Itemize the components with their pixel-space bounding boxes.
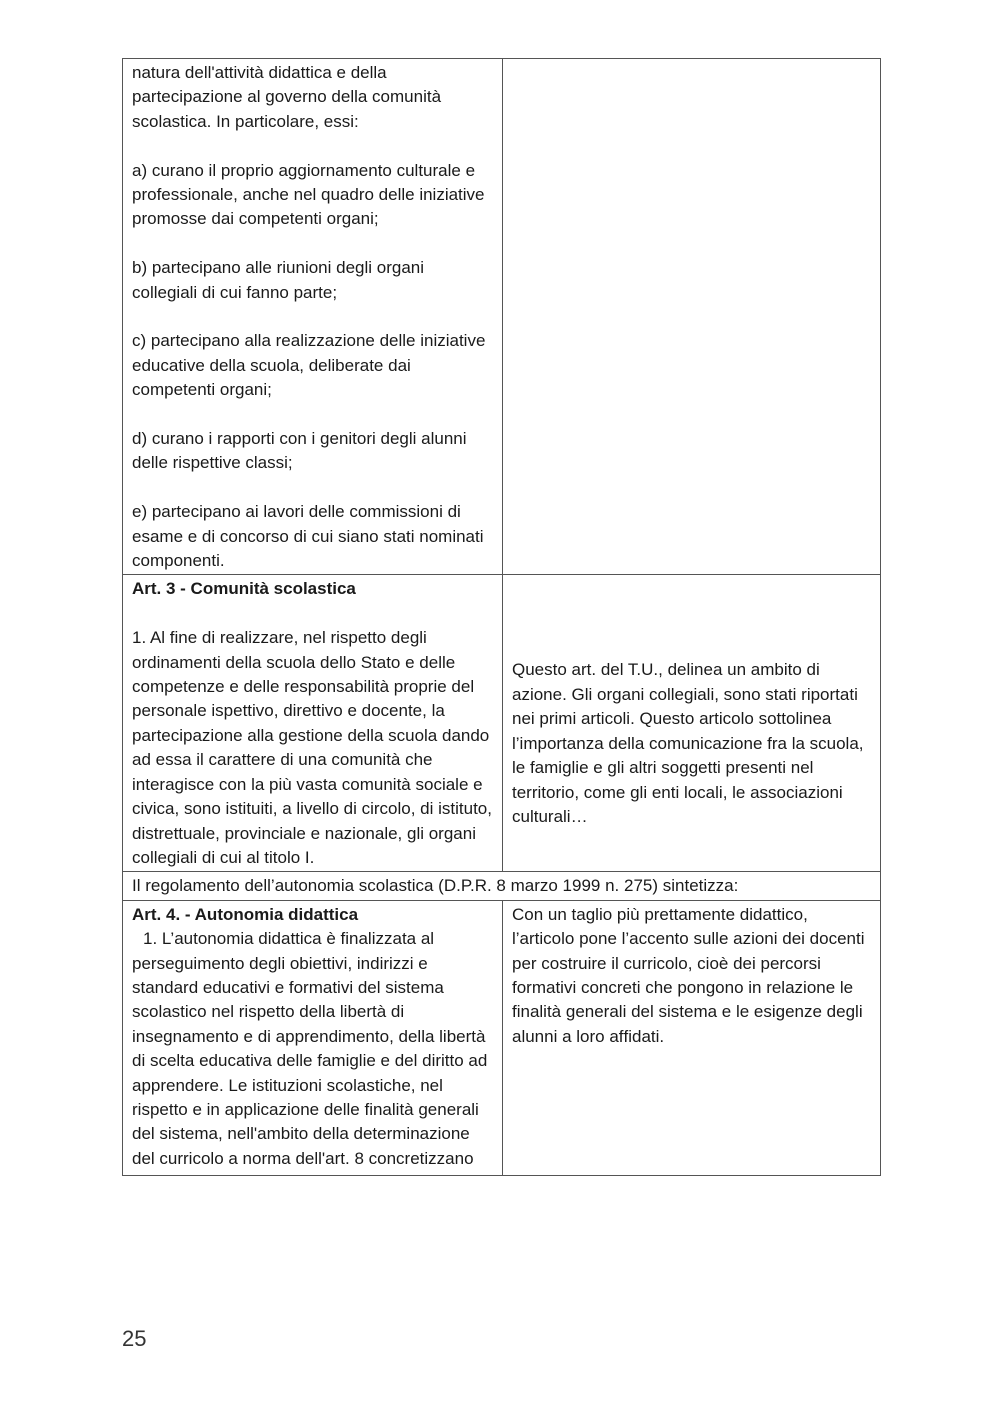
page-number: 25 — [122, 1326, 147, 1351]
comment-text: Questo art. del T.U., delinea un ambito di azione. Gli organi collegiali, sono stati riportati nei primi articoli. Questo articolo sottolinea l’importanza della comunicazione fra la scuola, le famiglie e gli altri soggetti presenti nel territorio, come gli enti locali, le associazioni culturali… — [512, 660, 864, 826]
list-item-a: a) curano il proprio aggiornamento culturale e professionale, anche nel quadro delle iniziative promosse dai competenti organi; — [132, 160, 485, 229]
comment-text: Con un taglio più prettamente didattico, l’articolo pone l’accento sulle azioni dei docenti per costruire il curricolo, cioè dei percorsi formativi concreti che pongono in relazione le finalità generali del sistema e le esigenze degli alunni a loro afﬁdati. — [512, 904, 865, 1046]
list-item-b: b) partecipano alle riunioni degli organi collegiali di cui fanno parte; — [132, 258, 425, 302]
section-intro-text: Il regolamento dell’autonomia scolastica (D.P.R. 8 marzo 1999 n. 275) sintetizza: — [132, 876, 739, 896]
document-table — [122, 58, 881, 1176]
article-body: 1. L’autonomia didattica è finalizzata al perseguimento degli obiettivi, indirizzi e standard educativi e formativi del sistema scolastico nel rispetto della libertà di insegnamento e di apprendimento, della libertà di scelta educativa delle famiglie e del diritto ad apprendere. Le istituzioni scolastiche, nel rispetto e in applicazione delle finalità generali del sistema, nell'ambito della determinazione del curricolo a norma dell'art. 8 concretizzano — [132, 929, 488, 1168]
table-cell-full-width — [123, 872, 881, 900]
article-body: 1. Al fine di realizzare, nel rispetto degli ordinamenti della scuola dello Stato e delle competenze e delle responsabilità proprie del personale ispettivo, direttivo e docente, la partecipazione alla gestione della scuola dando ad essa il carattere di una comunità che interagisce con la più vasta comunità sociale e civica, sono istituiti, a livello di circolo, di istituto, distrettuale, provinciale e nazionale, gli organi collegiali di cui al titolo I. — [132, 628, 492, 867]
list-item-c: c) partecipano alla realizzazione delle iniziative educative della scuola, deliberate dai competenti organi; — [132, 331, 486, 400]
table-cell-left — [123, 900, 503, 1175]
table-row — [123, 872, 881, 900]
table-row — [123, 900, 881, 1175]
table-row — [123, 59, 881, 575]
list-item-e: e) partecipano ai lavori delle commissioni di esame e di concorso di cui siano stati nominati componenti. — [132, 502, 484, 571]
article-heading: Art. 3 - Comunità scolastica — [132, 579, 356, 599]
table-cell-left — [123, 575, 503, 872]
table-cell-right-empty — [503, 59, 881, 575]
table-cell-left — [123, 59, 503, 575]
paragraph-intro: natura dell'attività didattica e della partecipazione al governo della comunità scolastica. In particolare, essi: — [132, 63, 442, 131]
table-row — [123, 575, 881, 872]
article-heading: Art. 4. - Autonomia didattica — [132, 904, 359, 924]
list-item-d: d) curano i rapporti con i genitori degli alunni delle rispettive classi; — [132, 429, 467, 473]
table-cell-right-comment — [503, 575, 881, 872]
table-cell-right-comment — [503, 900, 881, 1175]
